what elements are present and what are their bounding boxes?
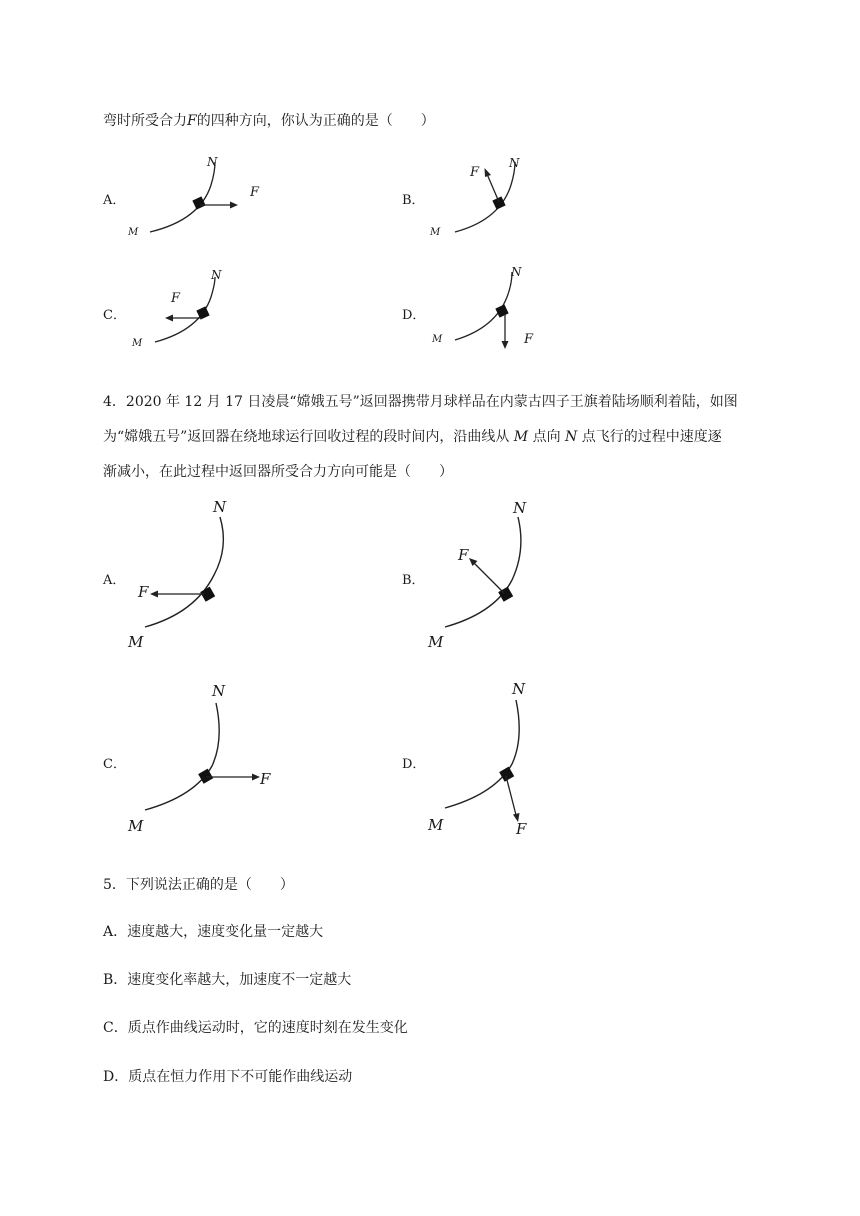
- q3-d-f-label: F: [524, 332, 534, 347]
- q4-stem-line1: 4．2020 年 12 月 17 日凌晨“嫦娥五号”返回器携带月球样品在内蒙古四子王旗着陆场顺利着陆，如图: [103, 394, 738, 410]
- q3-intro-post: 的四种方向，你认为正确的是（ ）: [196, 113, 435, 129]
- q3-option-a-figure[interactable]: [120, 150, 280, 245]
- q4-stem-line3: 渐减小，在此过程中返回器所受合力方向可能是（ ）: [103, 464, 453, 480]
- q3-option-c-label[interactable]: C．: [103, 308, 126, 323]
- q3-a-f-label: F: [250, 185, 260, 200]
- q4-option-d-figure[interactable]: [420, 678, 570, 843]
- q3-intro-pre: 弯时所受合力: [103, 113, 187, 129]
- q4-c-f-label: F: [260, 770, 271, 788]
- q4-option-b-figure[interactable]: [420, 495, 570, 655]
- q4-option-c-figure[interactable]: [120, 678, 280, 843]
- q4-line2-pre: 为“嫦娥五号”返回器在绕地球运行回收过程的段时间内，沿曲线从: [103, 429, 510, 445]
- q4-a-f-label: F: [138, 583, 149, 601]
- q4-b-n-label: N: [513, 499, 527, 517]
- q3-intro-var: F: [187, 113, 197, 129]
- q4-a-m-label: M: [128, 633, 144, 651]
- q5-option-a[interactable]: A．速度越大，速度变化量一定越大: [103, 924, 324, 940]
- q4-option-c-label[interactable]: C．: [103, 757, 126, 772]
- q3-option-b-label[interactable]: B．: [402, 193, 425, 208]
- q3-option-d-figure[interactable]: [420, 262, 580, 357]
- q4-d-n-label: N: [512, 680, 526, 698]
- q3-b-n-label: N: [509, 156, 520, 170]
- q4-option-a-figure[interactable]: [120, 495, 270, 655]
- q4-d-m-label: M: [428, 816, 444, 834]
- q4-stem-line2: [103, 426, 722, 446]
- q4-d-f-label: F: [516, 820, 527, 838]
- q3-c-n-label: N: [211, 268, 222, 282]
- q3-b-f-label: F: [470, 165, 480, 180]
- q3-option-d-label[interactable]: D．: [402, 308, 426, 323]
- q5-option-d[interactable]: D．质点在恒力作用下不可能作曲线运动: [103, 1069, 353, 1085]
- q4-b-m-label: M: [428, 633, 444, 651]
- q5-option-c[interactable]: C．质点作曲线运动时，它的速度时刻在发生变化: [103, 1020, 408, 1036]
- q3-d-n-label: N: [511, 265, 522, 279]
- q4-option-a-label[interactable]: A．: [103, 573, 126, 588]
- q3-option-c-figure[interactable]: [120, 262, 280, 357]
- q3-c-f-label: F: [171, 291, 181, 306]
- q4-c-m-label: M: [128, 817, 144, 835]
- q4-a-n-label: N: [213, 498, 227, 516]
- q4-line2-post: 点飞行的过程中速度逐: [581, 429, 722, 445]
- q4-b-f-label: F: [458, 546, 469, 564]
- q4-line2-mid: 点向: [532, 429, 561, 445]
- q3-option-a-label[interactable]: A．: [103, 193, 126, 208]
- q4-c-n-label: N: [212, 682, 226, 700]
- q4-line2-n: N: [565, 429, 578, 445]
- q3-a-m-label: M: [128, 227, 139, 238]
- q3-b-m-label: M: [430, 227, 441, 238]
- q3-c-m-label: M: [132, 338, 143, 349]
- q3-d-m-label: M: [432, 334, 443, 345]
- q4-option-d-label[interactable]: D．: [402, 757, 426, 772]
- q3-option-b-figure[interactable]: [420, 150, 580, 245]
- q4-line2-m: M: [513, 429, 529, 445]
- q5-option-b[interactable]: B．速度变化率越大，加速度不一定越大: [103, 972, 352, 988]
- q3-a-n-label: N: [207, 155, 218, 169]
- q3-intro: [103, 110, 435, 130]
- q5-stem: 5．下列说法正确的是（ ）: [103, 877, 294, 893]
- q4-option-b-label[interactable]: B．: [402, 573, 425, 588]
